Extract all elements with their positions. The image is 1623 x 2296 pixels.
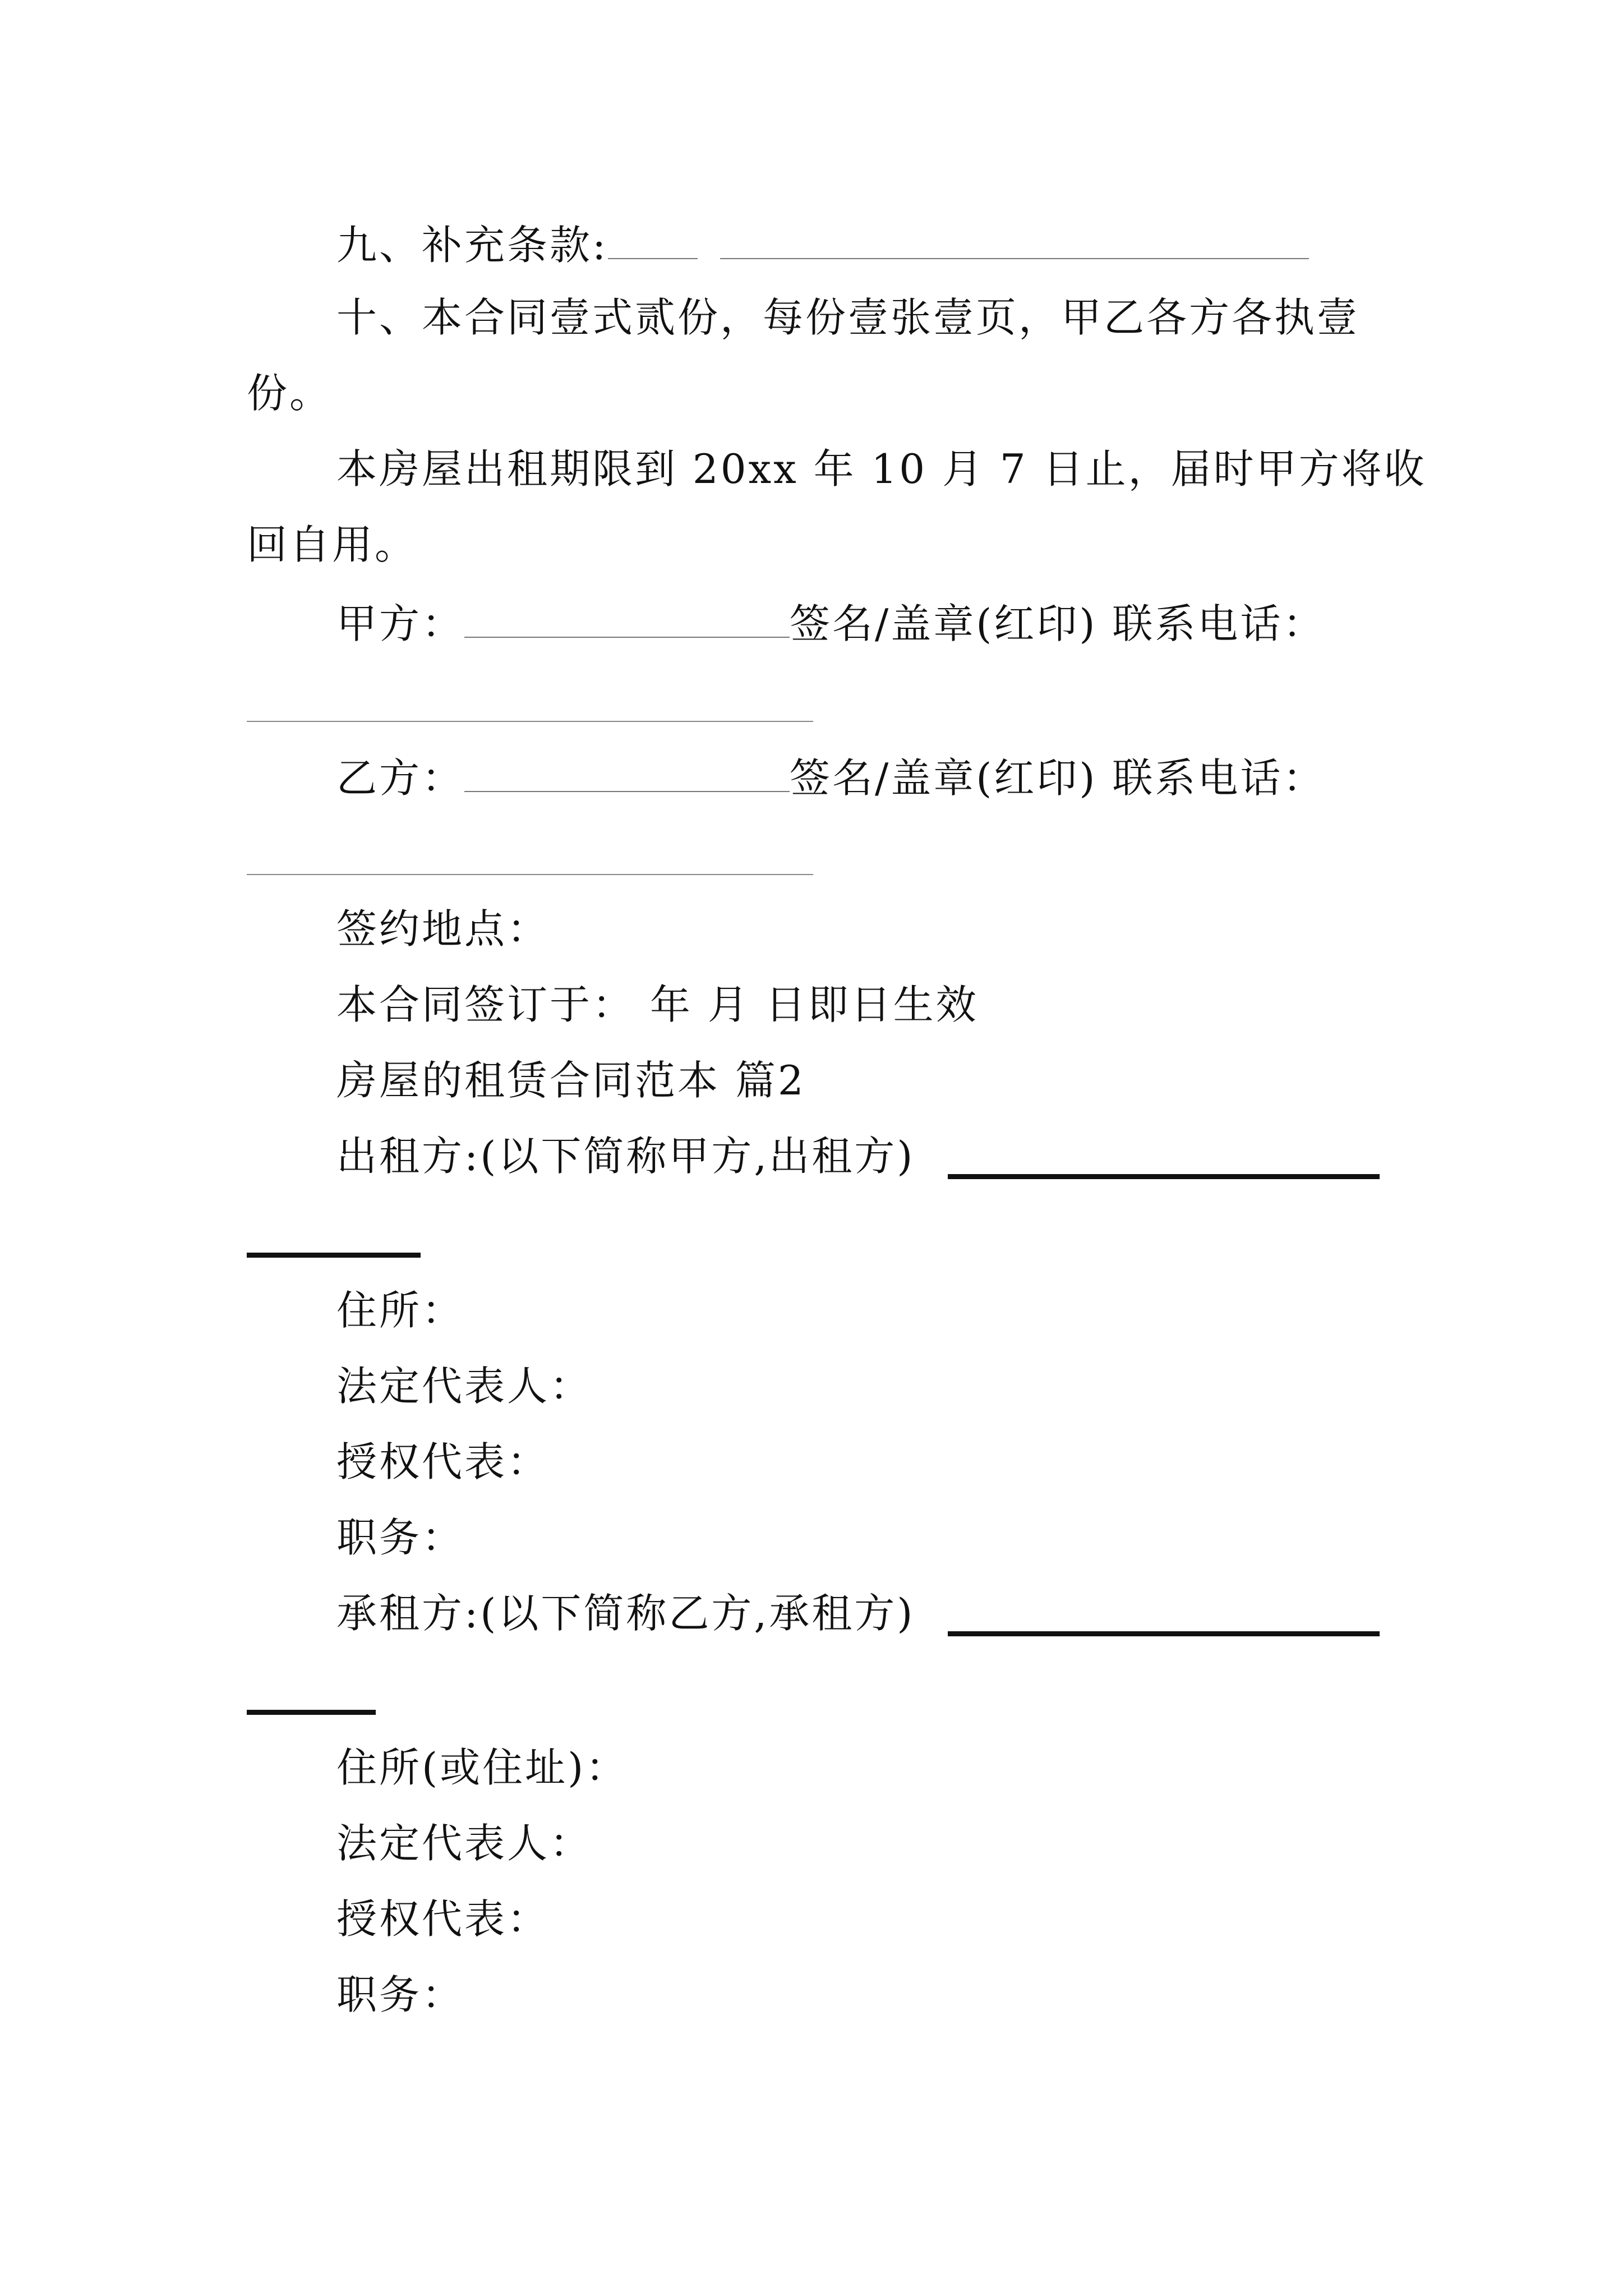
clause-10-line2: 份。 [247,370,333,417]
lessee-name-field [948,1631,1380,1636]
lessee-legal-rep: 法定代表人： [336,1820,593,1867]
lessee-authorized-rep: 授权代表： [336,1895,550,1943]
lessor-name-field [948,1174,1380,1179]
clause-9-label: 九、补充条款: [336,221,608,269]
term-line1: 本房屋出租期限到 20xx 年 10 月 7 日止，届时甲方将收 [336,445,1427,493]
lessor-position: 职务： [336,1514,465,1561]
party-a-label: 甲方： [336,600,465,647]
section-title: 房屋的租赁合同范本 篇2 [336,1057,806,1104]
party-b-sign-label: 签名/盖章(红印) 联系电话： [790,754,1326,802]
lessor-legal-rep: 法定代表人： [336,1363,593,1410]
lessee-name-field-cont [247,1710,376,1715]
clause-9-blank-long [720,222,1309,259]
party-b-name-field [464,754,790,792]
clause-9-blank-short [608,222,698,259]
clause-10-line1: 十、本合同壹式贰份，每份壹张壹页，甲乙各方各执壹 [336,294,1360,341]
signed-on: 本合同签订于： 年 月 日即日生效 [336,981,979,1028]
lessee-intro: 承租方:(以下简称乙方,承租方) [336,1590,915,1637]
lessor-name-field-cont [247,1253,421,1258]
clause-9 [336,221,1309,269]
party-b-row [336,754,1326,802]
lessor-address: 住所： [336,1287,465,1334]
lessor-intro: 出租方:(以下简称甲方,出租方) [336,1133,915,1180]
lessee-address: 住所(或住址)： [336,1744,629,1791]
party-a-phone-field [247,721,813,722]
sign-place: 签约地点： [336,905,550,953]
party-b-phone-field [247,874,813,875]
party-b-label: 乙方： [336,754,465,802]
party-a-name-field [464,600,790,638]
party-a-row [336,600,1326,647]
party-a-sign-label: 签名/盖章(红印) 联系电话： [790,600,1326,647]
term-line2: 回自用。 [247,521,418,568]
lessor-authorized-rep: 授权代表： [336,1438,550,1485]
lessee-position: 职务： [336,1971,465,2018]
